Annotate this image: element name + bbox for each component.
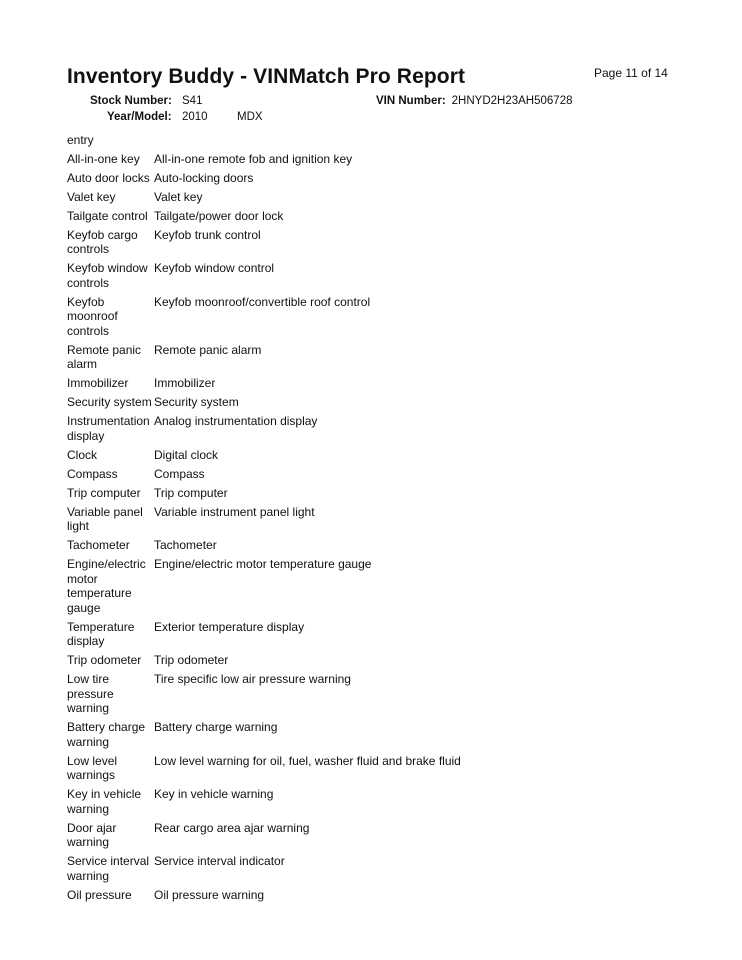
vin-number xyxy=(376,95,572,107)
year-value: 2010 xyxy=(182,111,208,123)
table-row xyxy=(67,854,687,883)
feature-name: Keyfob moonroof controls xyxy=(67,294,118,338)
feature-name: Temperature display xyxy=(67,619,135,648)
feature-description: Oil pressure warning xyxy=(154,887,265,902)
feature-description: Tachometer xyxy=(154,538,217,552)
vin-number-value: 2HNYD2H23AH506728 xyxy=(451,95,573,107)
stock-number-value: S41 xyxy=(182,95,203,107)
feature-name: Compass xyxy=(67,466,118,481)
feature-name: Key in vehicle warning xyxy=(67,787,142,816)
feature-description: Low level warning for oil, fuel, washer fluid and brake fluid xyxy=(154,753,461,768)
feature-description: Key in vehicle warning xyxy=(154,787,274,801)
feature-description: Auto-locking doors xyxy=(154,170,254,185)
feature-name: Keyfob window controls xyxy=(67,261,148,290)
feature-list xyxy=(67,133,687,907)
feature-description: Security system xyxy=(154,395,239,409)
feature-description: All-in-one remote fob and ignition key xyxy=(154,151,353,166)
table-row xyxy=(67,343,687,372)
feature-description: Analog instrumentation display xyxy=(154,414,318,428)
feature-name: All-in-one key xyxy=(67,151,140,166)
feature-description: Valet key xyxy=(154,189,203,204)
report-title: Inventory Buddy - VINMatch Pro Report xyxy=(67,65,466,88)
table-row xyxy=(67,821,687,850)
page-number: Page 11 of 14 xyxy=(594,66,668,80)
table-row xyxy=(67,653,687,668)
feature-name: Low level warnings xyxy=(67,753,118,782)
feature-name: Engine/electric motor temperature gauge xyxy=(67,557,146,615)
table-row xyxy=(67,190,687,205)
feature-description: Compass xyxy=(154,466,205,481)
feature-description: Keyfob window control xyxy=(154,261,275,275)
table-row xyxy=(67,787,687,816)
stock-number xyxy=(90,95,203,107)
feature-name: Instrumentation display xyxy=(67,414,150,443)
feature-description: Keyfob moonroof/convertible roof control xyxy=(154,294,371,309)
table-row xyxy=(67,467,687,482)
feature-name: Trip odometer xyxy=(67,653,142,667)
feature-name: Immobilizer xyxy=(67,376,129,390)
feature-description: Trip computer xyxy=(154,485,228,500)
table-row xyxy=(67,395,687,410)
table-row xyxy=(67,505,687,534)
feature-name: Service interval warning xyxy=(67,854,150,883)
feature-name: Valet key xyxy=(67,189,116,204)
table-row xyxy=(67,754,687,783)
table-row xyxy=(67,414,687,443)
feature-name: Tachometer xyxy=(67,538,130,552)
feature-name: Trip computer xyxy=(67,485,141,500)
table-row xyxy=(67,295,687,339)
stock-number-label: Stock Number: xyxy=(90,95,172,107)
feature-description: Variable instrument panel light xyxy=(154,504,315,519)
feature-name: Battery charge warning xyxy=(67,720,146,749)
feature-name: Clock xyxy=(67,447,98,462)
table-row xyxy=(67,486,687,501)
feature-description: Tire specific low air pressure warning xyxy=(154,672,351,686)
table-row xyxy=(67,228,687,257)
vin-number-label: VIN Number: xyxy=(376,95,446,107)
feature-description: Engine/electric motor temperature gauge xyxy=(154,557,372,571)
table-row xyxy=(67,152,687,167)
table-row xyxy=(67,538,687,553)
feature-description: Immobilizer xyxy=(154,376,216,390)
feature-name: Variable panel light xyxy=(67,504,143,533)
feature-description: Battery charge warning xyxy=(154,720,278,734)
feature-name: Auto door locks xyxy=(67,170,150,185)
feature-description: Service interval indicator xyxy=(154,854,285,868)
table-row xyxy=(67,448,687,463)
table-row xyxy=(67,720,687,749)
feature-name: Low tire pressure warning xyxy=(67,672,114,715)
feature-name: Oil pressure xyxy=(67,887,132,902)
model-value: MDX xyxy=(237,111,263,123)
year-model xyxy=(107,111,263,123)
feature-name: Remote panic alarm xyxy=(67,342,142,371)
feature-description: Digital clock xyxy=(154,447,219,462)
year-model-label: Year/Model: xyxy=(107,111,172,123)
feature-description: Trip odometer xyxy=(154,653,229,667)
table-row xyxy=(67,261,687,290)
feature-description: Keyfob trunk control xyxy=(154,227,261,242)
feature-description: Tailgate/power door lock xyxy=(154,208,284,223)
feature-name: Tailgate control xyxy=(67,208,148,223)
table-row xyxy=(67,557,687,615)
table-row xyxy=(67,171,687,186)
feature-description: Rear cargo area ajar warning xyxy=(154,820,310,835)
continued-text: entry xyxy=(67,133,94,147)
table-row xyxy=(67,376,687,391)
table-row xyxy=(67,888,687,903)
table-row xyxy=(67,672,687,716)
table-row xyxy=(67,620,687,649)
feature-name: Keyfob cargo controls xyxy=(67,227,138,256)
table-row xyxy=(67,209,687,224)
feature-name: Door ajar warning xyxy=(67,820,117,849)
feature-name: Security system xyxy=(67,395,152,409)
feature-description: Remote panic alarm xyxy=(154,342,262,357)
feature-description: Exterior temperature display xyxy=(154,619,305,634)
